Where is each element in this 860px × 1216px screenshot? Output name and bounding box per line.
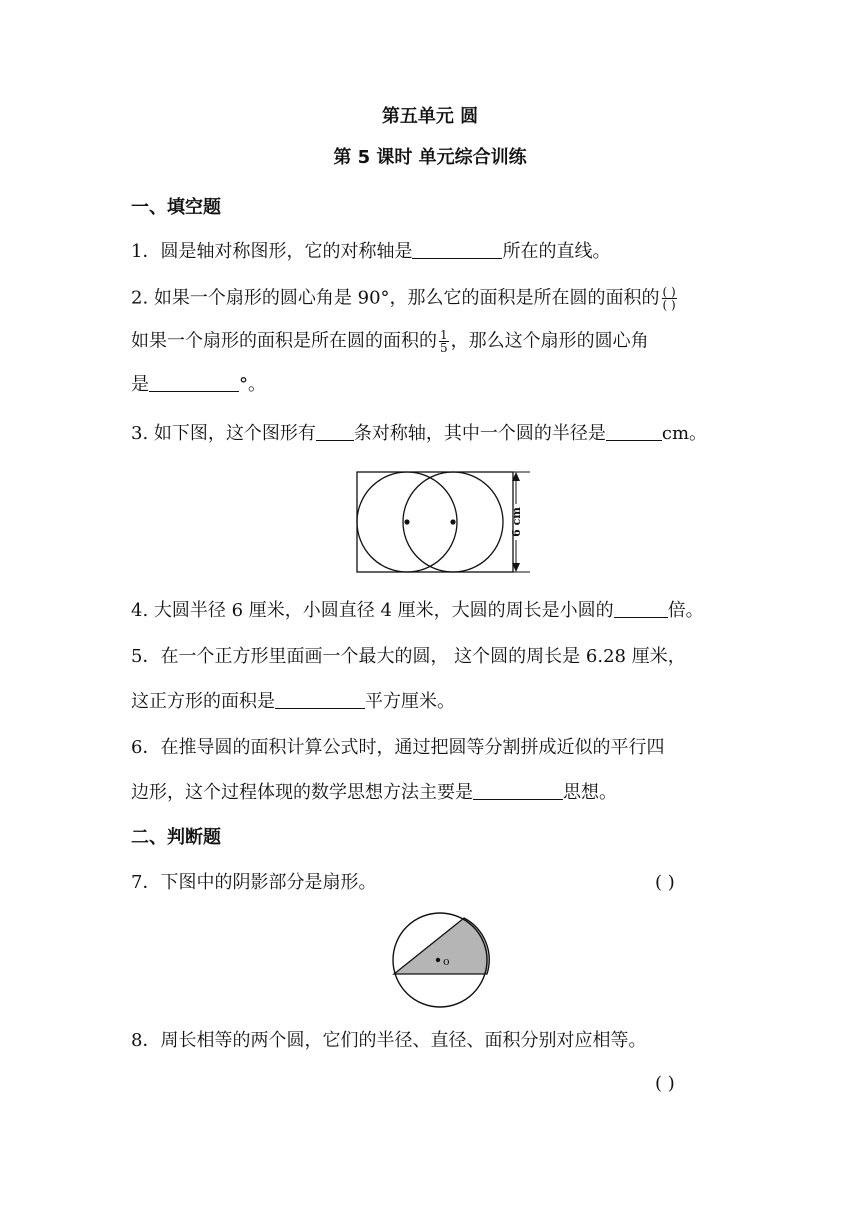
q1-text-before: 1．圆是轴对称图形，它的对称轴是 xyxy=(131,241,413,262)
section-heading-fill-blank: 一、填空题 xyxy=(131,197,221,218)
question-1 xyxy=(131,240,610,264)
q3-text-after: cm。 xyxy=(661,423,708,444)
q2-one-fifth-num: 1 xyxy=(440,328,448,342)
dimension-label: 6 cm xyxy=(510,507,523,537)
circle-shaded-figure xyxy=(388,910,492,1010)
q6-answer-blank[interactable] xyxy=(473,781,563,800)
q3-text-mid: 条对称轴，其中一个圆的半径是 xyxy=(353,423,606,444)
q3-text-before: 3. 如下图，这个图形有 xyxy=(131,423,316,444)
q6-line2-before: 边形，这个过程体现的数学思想方法主要是 xyxy=(131,782,473,803)
unit-title: 第五单元 圆 xyxy=(381,106,479,127)
center-label: o xyxy=(443,955,450,968)
q2-line1-text: 2. 如果一个扇形的圆心角是 90°，那么它的面积是所在圆的面积的 xyxy=(131,287,660,309)
right-circle-center-dot xyxy=(450,519,455,524)
section-heading-true-false: 二、判断题 xyxy=(131,827,221,848)
q2-fraction-numerator: ( ) xyxy=(662,285,676,299)
q1-answer-blank[interactable] xyxy=(412,240,502,259)
q6-line2-after: 思想。 xyxy=(563,782,617,803)
question-8-text: 8．周长相等的两个圆，它们的半径、直径、面积分别对应相等。 xyxy=(131,1030,647,1051)
q1-text-after: 所在的直线。 xyxy=(502,241,611,262)
center-dot xyxy=(436,958,440,962)
q2-fraction-denominator: ( ) xyxy=(662,298,676,312)
q2-line2-after: ，那么这个扇形的圆心角 xyxy=(450,330,649,352)
q7-answer-parens[interactable]: ( ) xyxy=(655,872,675,893)
question-5-line-1: 5．在一个正方形里面画一个最大的圆， 这个圆的周长是 6.28 厘米， xyxy=(131,646,686,667)
q2-one-fifth xyxy=(439,329,449,354)
q2-line3-after: °。 xyxy=(239,374,266,395)
lesson-title: 第 5 课时 单元综合训练 xyxy=(333,147,527,168)
question-5-line-2 xyxy=(131,690,455,714)
q8-answer-parens[interactable]: ( ) xyxy=(655,1073,675,1094)
question-3 xyxy=(131,422,707,446)
question-4 xyxy=(131,599,704,623)
question-2-line-1 xyxy=(131,286,679,311)
q4-answer-blank[interactable] xyxy=(614,599,668,618)
q4-text-before: 4. 大圆半径 6 厘米，小圆直径 4 厘米，大圆的周长是小圆的 xyxy=(131,600,614,621)
q5-line2-before: 这正方形的面积是 xyxy=(131,691,275,712)
left-circle-center-dot xyxy=(404,519,409,524)
q2-fraction-blank[interactable] xyxy=(662,286,677,311)
q3-axis-count-blank[interactable] xyxy=(316,422,354,441)
question-6-line-2 xyxy=(131,781,617,805)
q2-answer-blank[interactable] xyxy=(149,373,239,392)
q2-one-fifth-den: 5 xyxy=(440,341,448,355)
question-2-line-2 xyxy=(131,329,649,354)
q5-line2-after: 平方厘米。 xyxy=(365,691,455,712)
question-6-line-1: 6．在推导圆的面积计算公式时，通过把圆等分割拼成近似的平行四 xyxy=(131,737,665,758)
q4-text-after: 倍。 xyxy=(667,600,704,621)
q5-answer-blank[interactable] xyxy=(275,690,365,709)
q2-line2-before: 如果一个扇形的面积是所在圆的面积的 xyxy=(131,330,437,352)
shaded-region xyxy=(394,918,489,974)
q2-line3-before: 是 xyxy=(131,374,149,395)
two-circles-figure xyxy=(350,466,540,578)
question-7-text: 7．下图中的阴影部分是扇形。 xyxy=(131,872,377,893)
question-2-line-3 xyxy=(131,373,266,397)
q3-radius-blank[interactable] xyxy=(606,422,662,441)
